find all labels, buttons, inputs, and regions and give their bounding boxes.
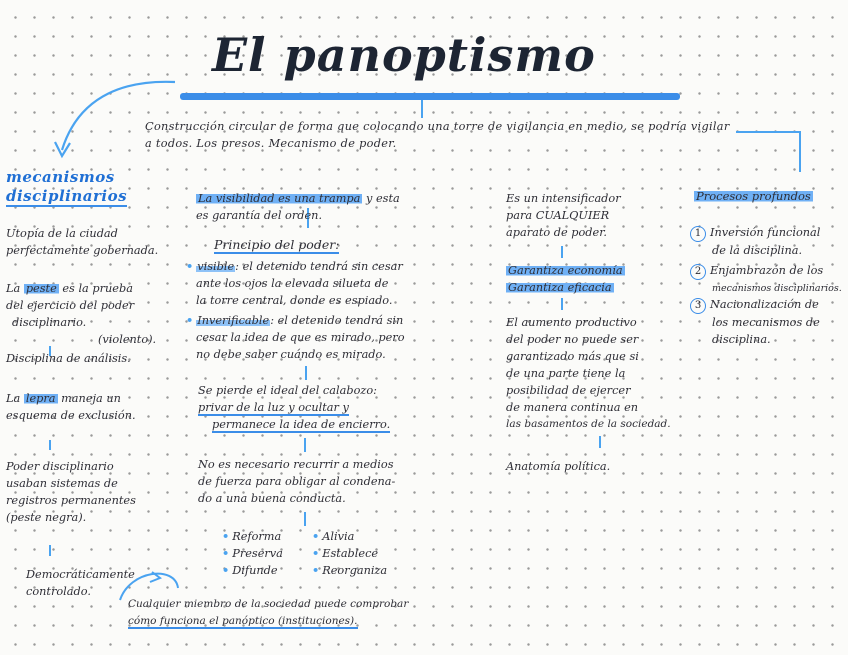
highlight-lepra: lepra (25, 392, 56, 405)
col1-block-democratico (26, 566, 166, 600)
col4-item-1 (690, 224, 846, 259)
list-item (222, 562, 322, 579)
col2-visible-block (186, 258, 486, 309)
text-line: El aumento productivo (506, 316, 637, 329)
col4-item-2 (690, 262, 846, 297)
text-line: (peste negra). (6, 511, 87, 524)
bullet-dot-icon: • (186, 313, 194, 327)
item-text: Inversión funcional (710, 226, 821, 239)
text-line: cesar la idea de que es mirado, pero (196, 331, 405, 344)
col1-block-lepra (6, 390, 166, 424)
text-line: registros permanentes (6, 494, 136, 507)
text-line: de una parte tiene la (506, 367, 626, 380)
text-line: de fuerza para obligar al condena- (198, 475, 396, 488)
underlined-text: privar de la luz y ocultar y (198, 401, 349, 414)
text-line: controlado. (26, 585, 91, 598)
text-line: (violento). (98, 333, 157, 346)
text-line: disciplina. (712, 333, 771, 346)
principle-heading: Principio del poder: (214, 237, 340, 252)
label-inverificable: Inverificable (197, 314, 270, 327)
col4-heading (694, 188, 813, 205)
text-line (186, 312, 486, 329)
text-line: Se pierde el ideal del calabozo: (198, 384, 377, 397)
list-text: Alivia (322, 530, 355, 543)
list-text: Establece (322, 547, 379, 560)
list-text: Reforma (232, 530, 282, 543)
col2-list-left (222, 528, 322, 579)
number-circle-icon: 2 (690, 264, 706, 280)
text-line: do a una buena conducta. (198, 492, 346, 505)
text-line: usaban sistemas de (6, 477, 118, 490)
col2-ideal-block (198, 382, 488, 433)
col1-block-utopia (6, 225, 159, 259)
bullet-dot-icon: • (222, 546, 230, 560)
page-title: El panoptismo (212, 28, 596, 82)
text-fragment: La (6, 392, 24, 405)
highlight-eficacia: Garantiza eficacia (508, 281, 612, 294)
text-line: Poder disciplinario (6, 460, 114, 473)
list-item (312, 562, 412, 579)
number-circle-icon: 1 (690, 226, 706, 242)
list-item (222, 528, 322, 545)
col4-item-3 (690, 296, 846, 348)
item-text: Enjambrazón de los (710, 264, 824, 277)
text-line (6, 280, 166, 297)
text-line: Utopía de la ciudad (6, 227, 118, 240)
col1-block-peste (6, 280, 166, 348)
bullet-dot-icon: • (312, 563, 320, 577)
text-line: posibilidad de ejercer (506, 384, 631, 397)
col2-visibilidad (196, 190, 486, 224)
text-fragment: maneja un (57, 392, 121, 405)
text-line (198, 416, 488, 433)
text-line: del poder no puede ser (506, 333, 639, 346)
text-line: de la disciplina. (712, 244, 803, 257)
text-line: garantizado más que si (506, 350, 639, 363)
col1-heading-line1: mecanismos (6, 168, 115, 186)
text-line: no debe saber cuándo es mirado. (196, 348, 386, 361)
text-line (186, 258, 486, 275)
highlight-economia: Garantiza economía (508, 264, 623, 277)
text-line (198, 399, 488, 416)
text-line: es garantía del orden. (196, 209, 323, 222)
column-mecanismos (6, 168, 146, 207)
text-fragment: : el detenido tendrá sin cesar (235, 260, 403, 273)
text-line: mecanismos disciplinarios. (712, 283, 842, 294)
text-line: disciplinario. (12, 316, 87, 329)
text-line (506, 262, 676, 279)
text-line (128, 613, 488, 630)
col1-block-poder (6, 458, 166, 526)
text-line: Democráticamente (26, 568, 135, 581)
text-line: de manera continua en (506, 401, 639, 414)
text-line: Es un intensificador (506, 192, 621, 205)
text-line: esquema de exclusión. (6, 409, 136, 422)
text-line: No es necesario recurrir a medios (198, 458, 394, 471)
text-line: aparato de poder. (506, 226, 607, 239)
col3-intensificador (506, 190, 676, 241)
bullet-dot-icon: • (222, 529, 230, 543)
list-text: Reorganiza (322, 564, 388, 577)
highlight-peste: peste (25, 282, 57, 295)
col3-anatomia: Anatomía política. (506, 460, 611, 473)
intro-paragraph: Construcción circular de forma que colocando una torre de vigilancia en medio, se podría vigilar a todos. Los presos. Mecanismo de poder. (145, 120, 730, 150)
text-line (690, 296, 846, 314)
text-line: Cualquier miembro de la sociedad puede comprobar (128, 598, 409, 610)
bullet-dot-icon: • (312, 546, 320, 560)
highlight-procesos: Procesos profundos (696, 189, 811, 203)
list-item (222, 545, 322, 562)
text-line: del ejercicio del poder (6, 299, 135, 312)
col3-aumento (506, 314, 681, 433)
text-fragment: : el detenido tendrá sin (270, 314, 404, 327)
text-fragment: es la prueba (58, 282, 133, 295)
col3-garantias (506, 262, 676, 296)
bullet-dot-icon: • (186, 259, 194, 273)
text-line: perfectamente gobernada. (6, 244, 159, 257)
text-line (506, 279, 676, 296)
label-visible: visible (197, 260, 235, 273)
bullet-dot-icon: • (222, 563, 230, 577)
text-fragment: y esta (362, 192, 400, 205)
text-line: las basamentos de la sociedad. (506, 418, 671, 430)
text-line: los mecanismos de (712, 316, 820, 329)
col2-bottom-note (128, 596, 488, 630)
text-line (6, 390, 166, 407)
text-line: para CUALQUIER (506, 209, 610, 222)
list-item (312, 545, 412, 562)
text-line (690, 224, 846, 242)
highlight-visibilidad: La visibilidad es una trampa (198, 192, 361, 205)
list-text: Preserva (232, 547, 283, 560)
text-line: la torre central, donde es espiado. (196, 294, 393, 307)
text-line (196, 190, 486, 207)
title-underline (180, 93, 680, 100)
col2-principio (214, 236, 339, 253)
text-fragment: La (6, 282, 24, 295)
bullet-dot-icon: • (312, 529, 320, 543)
col1-block-analisis: Disciplina de análisis. (6, 352, 131, 365)
col2-inverificable-block (186, 312, 486, 363)
underlined-text: permanece la idea de encierro. (212, 418, 391, 431)
text-line: ante los ojos la elevada silueta de (196, 277, 389, 290)
col1-heading-line2: disciplinarios (6, 187, 128, 205)
col2-list-right (312, 528, 412, 579)
list-text: Difunde (232, 564, 278, 577)
text-line (690, 262, 846, 280)
number-circle-icon: 3 (690, 298, 706, 314)
underlined-text: cómo funciona el panóptico (instituciones). (128, 615, 358, 627)
list-item (312, 528, 412, 545)
item-text: Nacionalización de (710, 298, 819, 311)
col2-fuerza-block (198, 456, 488, 507)
